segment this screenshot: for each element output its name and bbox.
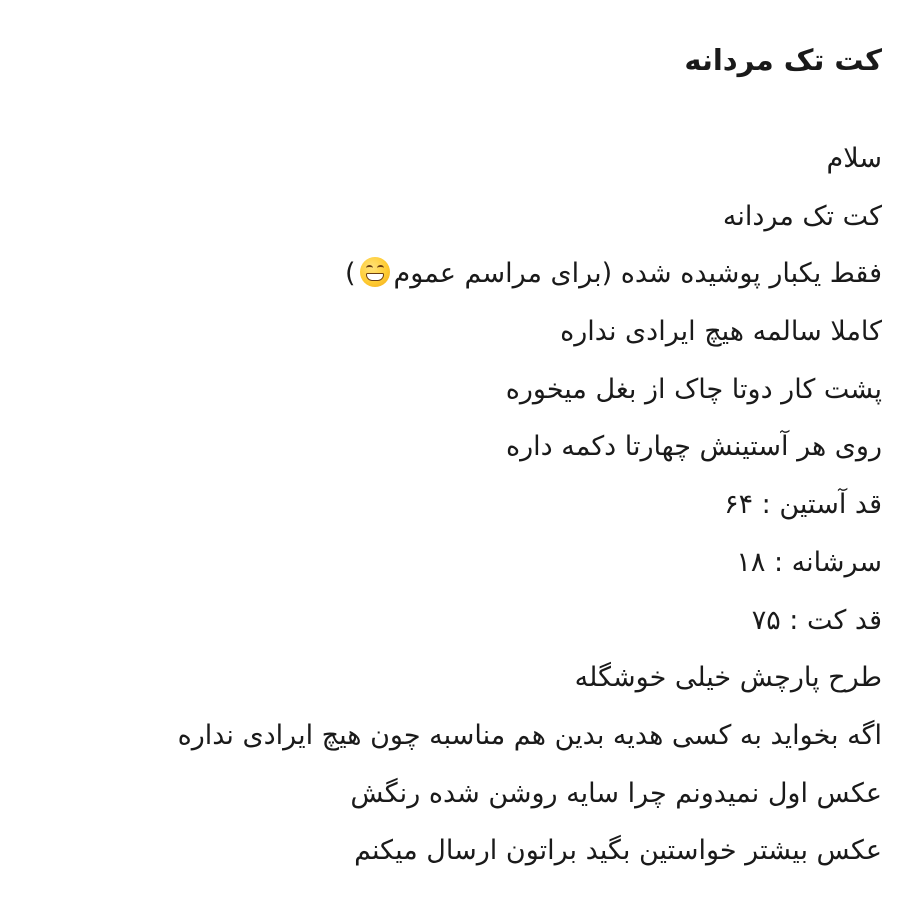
- grinning-face-icon: [360, 257, 390, 287]
- description-line: سرشانه : ۱۸: [736, 546, 882, 578]
- description-line-text: فقط یکبار پوشیده شده (برای مراسم عموم: [393, 258, 882, 290]
- description-line: کت تک مردانه: [722, 200, 882, 232]
- description-line: سلام: [826, 143, 882, 174]
- description-line: عکس بیشتر خواستین بگید براتون ارسال میکنم: [354, 835, 882, 867]
- description-line: پشت کار دوتا چاک از بغل میخوره: [505, 373, 882, 405]
- description-line: قد کت : ۷۵: [751, 604, 882, 636]
- description-line: طرح پارچش خیلی خوشگله: [574, 662, 882, 694]
- description-line: روی هر آستینش چهارتا دکمه داره: [505, 431, 882, 463]
- closing-paren: ): [345, 258, 356, 290]
- post-title: کت تک مردانه: [684, 43, 882, 77]
- description-line: اگه بخواید به کسی هدیه بدین هم مناسبه چون هیچ ایرادی نداره: [177, 719, 882, 751]
- description-lines: [10, 130, 882, 880]
- description-line: کاملا سالمه هیچ ایرادی نداره: [560, 316, 882, 348]
- description-line: عکس اول نمیدونم چرا سایه روشن شده رنگش: [350, 777, 882, 809]
- description-line: قد آستین : ۶۴: [724, 489, 882, 521]
- description-line: [10, 245, 882, 303]
